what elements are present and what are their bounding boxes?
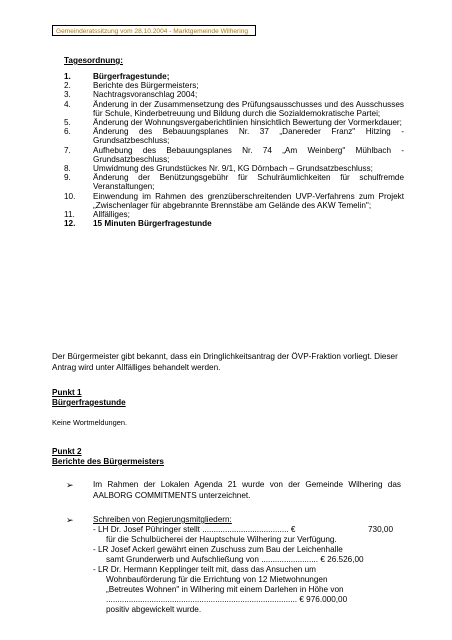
agenda-item-number: 9. — [64, 173, 71, 183]
agenda-list — [64, 72, 404, 228]
agenda-item-number: 11. — [64, 210, 75, 220]
agenda-item — [64, 81, 404, 90]
punkt2-label: Punkt 2 — [52, 447, 82, 456]
agenda-item-text: Änderung des Bebauungsplanes Nr. 37 „Danereder Franz" Hitzing - Grundsatzbeschluss; — [93, 127, 404, 146]
agenda-item-text: Berichte des Bürgermeisters; — [93, 81, 199, 91]
agenda-item — [64, 72, 404, 81]
regierung-heading: Schreiben von Regierungsmitgliedern: — [93, 515, 232, 524]
agenda-item-number: 12. — [64, 219, 76, 229]
agenda-item-number: 5. — [64, 118, 71, 128]
agenda-item-number: 8. — [64, 164, 71, 174]
agenda-item-text: Änderung der Benützungsgebühr für Schulräumlichkeiten für schulfremde Veranstaltungen; — [93, 173, 404, 192]
agenda-item-text: Änderung in der Zusammensetzung des Prüfungsausschusses und des Ausschusses für Schule, Kinderbetreuung und Bildung durch die Sozialdemokratische Partei; — [93, 99, 404, 118]
punkt1-title: Bürgerfragestunde — [52, 398, 126, 407]
letter-line: positiv abgewickelt wurde. — [106, 605, 202, 614]
agenda-item-number: 10. — [64, 191, 76, 201]
agenda-item — [64, 210, 404, 219]
agenda-item — [64, 100, 404, 118]
agenda-item — [64, 127, 404, 145]
amount-value: 730,00 — [368, 525, 394, 534]
letter-line: „Betreutes Wohnen" in Wilhering mit einem Darlehen in Höhe von — [106, 585, 344, 594]
agenda-item — [64, 192, 404, 210]
agenda-item-text: Einwendung im Rahmen des grenzüberschreitenden UVP-Verfahrens zum Projekt „Zwischenlager für abgebrannte Brennstäbe am Gelände des AKW Temelin"; — [93, 191, 404, 210]
agenda-item-text: 15 Minuten Bürgerfragestunde — [93, 219, 212, 229]
agenda-item-number: 4. — [64, 99, 71, 109]
agenda-item-text: Umwidmung des Grundstückes Nr. 9/1, KG Dörnbach – Grundsatzbeschluss; — [93, 164, 373, 174]
page-header: Gemeinderatssitzung vom 28.10.2004 - Marktgemeinde Wilhering — [52, 25, 256, 36]
arrow-bullet-icon: ➢ — [66, 480, 74, 490]
arrow-bullet-icon: ➢ — [66, 515, 74, 525]
agenda21-paragraph: Im Rahmen der Lokalen Agenda 21 wurde von der Gemeinde Wilhering das AALBORG COMMITMENTS unterzeichnet. — [93, 480, 401, 500]
letter-line: für die Schulbücherei der Hauptschule Wilhering zur Verfügung. — [106, 535, 337, 544]
letter-line: - LH Dr. Josef Pühringer stellt ...................................... € — [93, 525, 296, 534]
agenda-item — [64, 173, 404, 191]
letter-line: .................................................................................... € 976.000,00 — [106, 595, 348, 604]
agenda-item-text: Änderung der Wohnungsvergaberichtlinien hinsichtlich Bewertung der Vormerkdauer; — [93, 118, 402, 128]
agenda-item-text: Nachtragsvoranschlag 2004; — [93, 90, 198, 100]
agenda-item — [64, 146, 404, 164]
agenda-item-text: Bürgerfragestunde; — [93, 72, 170, 81]
punkt1-label: Punkt 1 — [52, 388, 82, 397]
letter-line: samt Grunderwerb und Aufschließung von ......................... € 26.526,00 — [106, 555, 364, 564]
letter-line: - LR Dr. Hermann Kepplinger teilt mit, dass das Ansuchen um — [93, 565, 316, 574]
letter-line: - LR Josef Ackerl gewährt einen Zuschuss zum Bau der Leichenhalle — [93, 545, 343, 554]
agenda-item — [64, 118, 404, 127]
punkt1-body: Keine Wortmeldungen. — [52, 418, 128, 427]
dringlichkeit-paragraph: Der Bürgermeister gibt bekannt, dass ein Dringlichkeitsantrag der ÖVP-Fraktion vorliegt. Dieser Antrag wird unter Allfälliges behandelt werden. — [52, 352, 398, 372]
agenda-item-number: 7. — [64, 145, 71, 155]
agenda-item — [64, 164, 404, 173]
agenda-item — [64, 219, 404, 228]
agenda-item-text: Aufhebung des Bebauungsplanes Nr. 74 „Am Weinberg" Mühlbach - Grundsatzbeschluss; — [93, 145, 404, 164]
tagesordnung-heading: Tagesordnung: — [64, 56, 123, 65]
agenda-item-number: 3. — [64, 90, 71, 100]
agenda-item — [64, 90, 404, 99]
agenda-item-number: 1. — [64, 72, 71, 81]
letter-line: Wohnbauförderung für die Errichtung von 12 Mietwohnungen — [106, 575, 328, 584]
punkt2-title: Berichte des Bürgermeisters — [52, 457, 164, 466]
agenda-item-number: 2. — [64, 81, 71, 91]
agenda-item-text: Allfälliges; — [93, 210, 130, 220]
agenda-item-number: 6. — [64, 127, 71, 137]
